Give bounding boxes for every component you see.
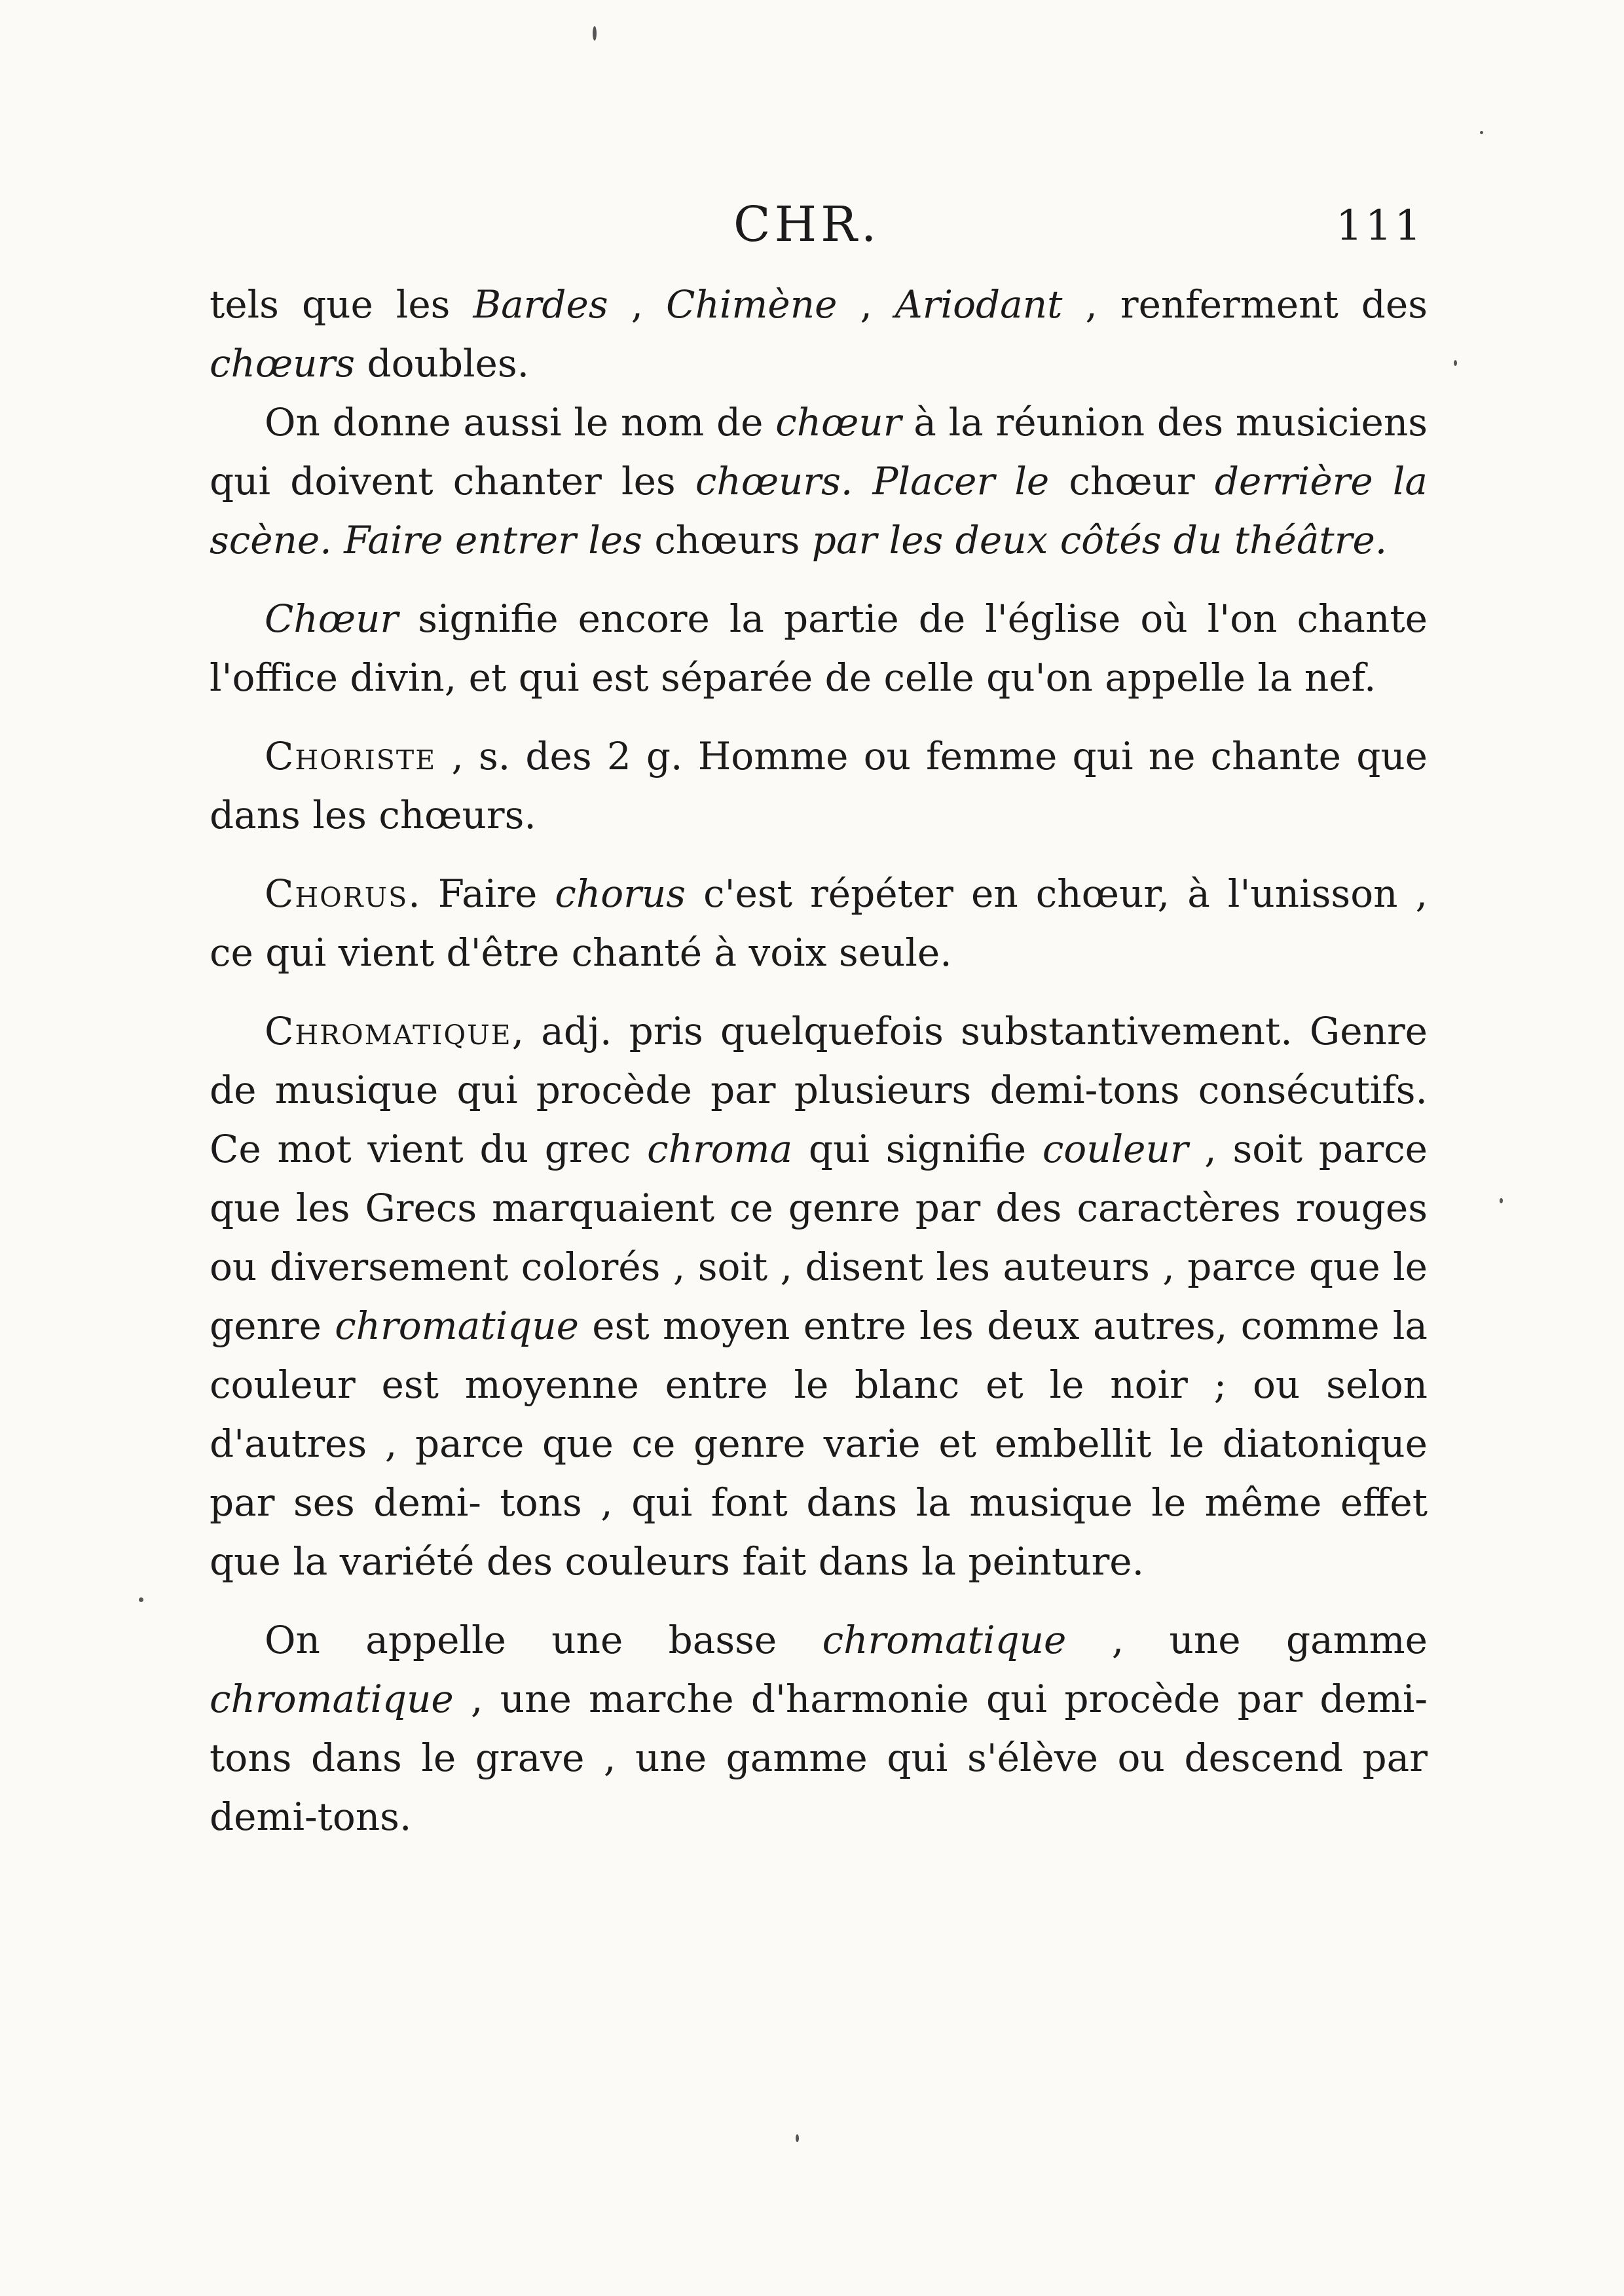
text-run: doubles. <box>355 341 530 386</box>
text-run: est moyen entre les deux autres, comme la couleur est moyenne entre le blanc et le noir ; ou selon d'autres , parce que ce genre varie et embellit le diatonique par ses demi- tons , qui font dans la musique le même effet que la variété des couleurs fait dans la peinture. <box>210 1303 1428 1584</box>
text-run: , s. des 2 g. Homme ou femme qui ne chante que dans les chœurs. <box>210 734 1428 837</box>
italic-text: chœur <box>775 400 902 445</box>
text-run: tels que les <box>210 282 473 327</box>
text-run: qui signifie <box>792 1127 1043 1171</box>
ink-speck <box>1480 131 1483 134</box>
text-run: . Faire <box>408 871 555 916</box>
italic-text: chromatique <box>822 1618 1067 1662</box>
ink-speck <box>796 2134 799 2142</box>
text-run: signifie encore la partie de l'église où l'on chante l'office divin, et qui est séparée de celle qu'on appelle la nef. <box>210 596 1428 700</box>
italic-text: chœurs. Placer le <box>695 459 1050 503</box>
italic-text: chœurs <box>210 341 356 386</box>
ink-speck <box>1500 1198 1503 1203</box>
ink-speck <box>593 26 597 41</box>
entry-headword: Chorus <box>265 871 409 916</box>
paragraph <box>210 1002 1428 1591</box>
italic-text: derrière la scène. Faire entrer les <box>210 459 1428 562</box>
paragraph <box>210 864 1428 982</box>
running-head: CHR. <box>733 196 881 253</box>
italic-text: chromatique <box>210 1677 454 1721</box>
text-run: , renferment des <box>1062 282 1428 327</box>
text-run: , adj. pris quelquefois substantivement. Genre de musique qui procède par plusieurs demi-tons consécutifs. Ce mot vient du grec <box>210 1009 1428 1171</box>
entry-headword: Chromatique <box>265 1009 512 1053</box>
text-run: chœurs <box>642 518 812 562</box>
italic-text: Chimène <box>666 282 838 327</box>
text-run: , soit parce que les Grecs marquaient ce genre par des caractères rouges ou diversement colorés , soit , disent les auteurs , parce que le genre <box>210 1127 1428 1348</box>
italic-text: chroma <box>647 1127 793 1171</box>
text-run: On appelle une basse <box>265 1618 822 1662</box>
paragraph <box>210 1611 1428 1846</box>
text-run: à la réunion des musiciens qui doivent chanter les <box>210 400 1428 503</box>
text-run: , une gamme <box>1066 1618 1428 1662</box>
text-run: chœur <box>1049 459 1215 503</box>
italic-text: chorus <box>555 871 686 916</box>
entry-headword: Choriste <box>265 734 437 778</box>
text-run: , <box>608 282 667 327</box>
italic-text: couleur <box>1042 1127 1189 1171</box>
page-number: 111 <box>1336 202 1424 250</box>
paragraph <box>210 727 1428 845</box>
paragraph <box>210 589 1428 707</box>
italic-text: Bardes <box>473 282 608 327</box>
paragraph <box>210 275 1428 393</box>
body-text <box>210 275 1428 1846</box>
text-run: , <box>837 282 895 327</box>
ink-speck <box>1454 360 1457 366</box>
italic-text: chromatique <box>335 1303 579 1348</box>
ink-speck <box>139 1597 143 1602</box>
page-header <box>0 196 1624 255</box>
italic-text: Ariodant <box>895 282 1063 327</box>
text-run: c'est répéter en chœur, à l'unisson , ce qui vient d'être chanté à voix seule. <box>210 871 1428 975</box>
text-run: , une marche d'harmonie qui procède par demi-tons dans le grave , une gamme qui s'élève ou descend par demi-tons. <box>210 1677 1428 1839</box>
italic-text: par les deux côtés du théâtre. <box>811 518 1388 562</box>
text-run: On donne aussi le nom de <box>265 400 776 445</box>
italic-text: Chœur <box>265 596 399 641</box>
paragraph <box>210 393 1428 570</box>
